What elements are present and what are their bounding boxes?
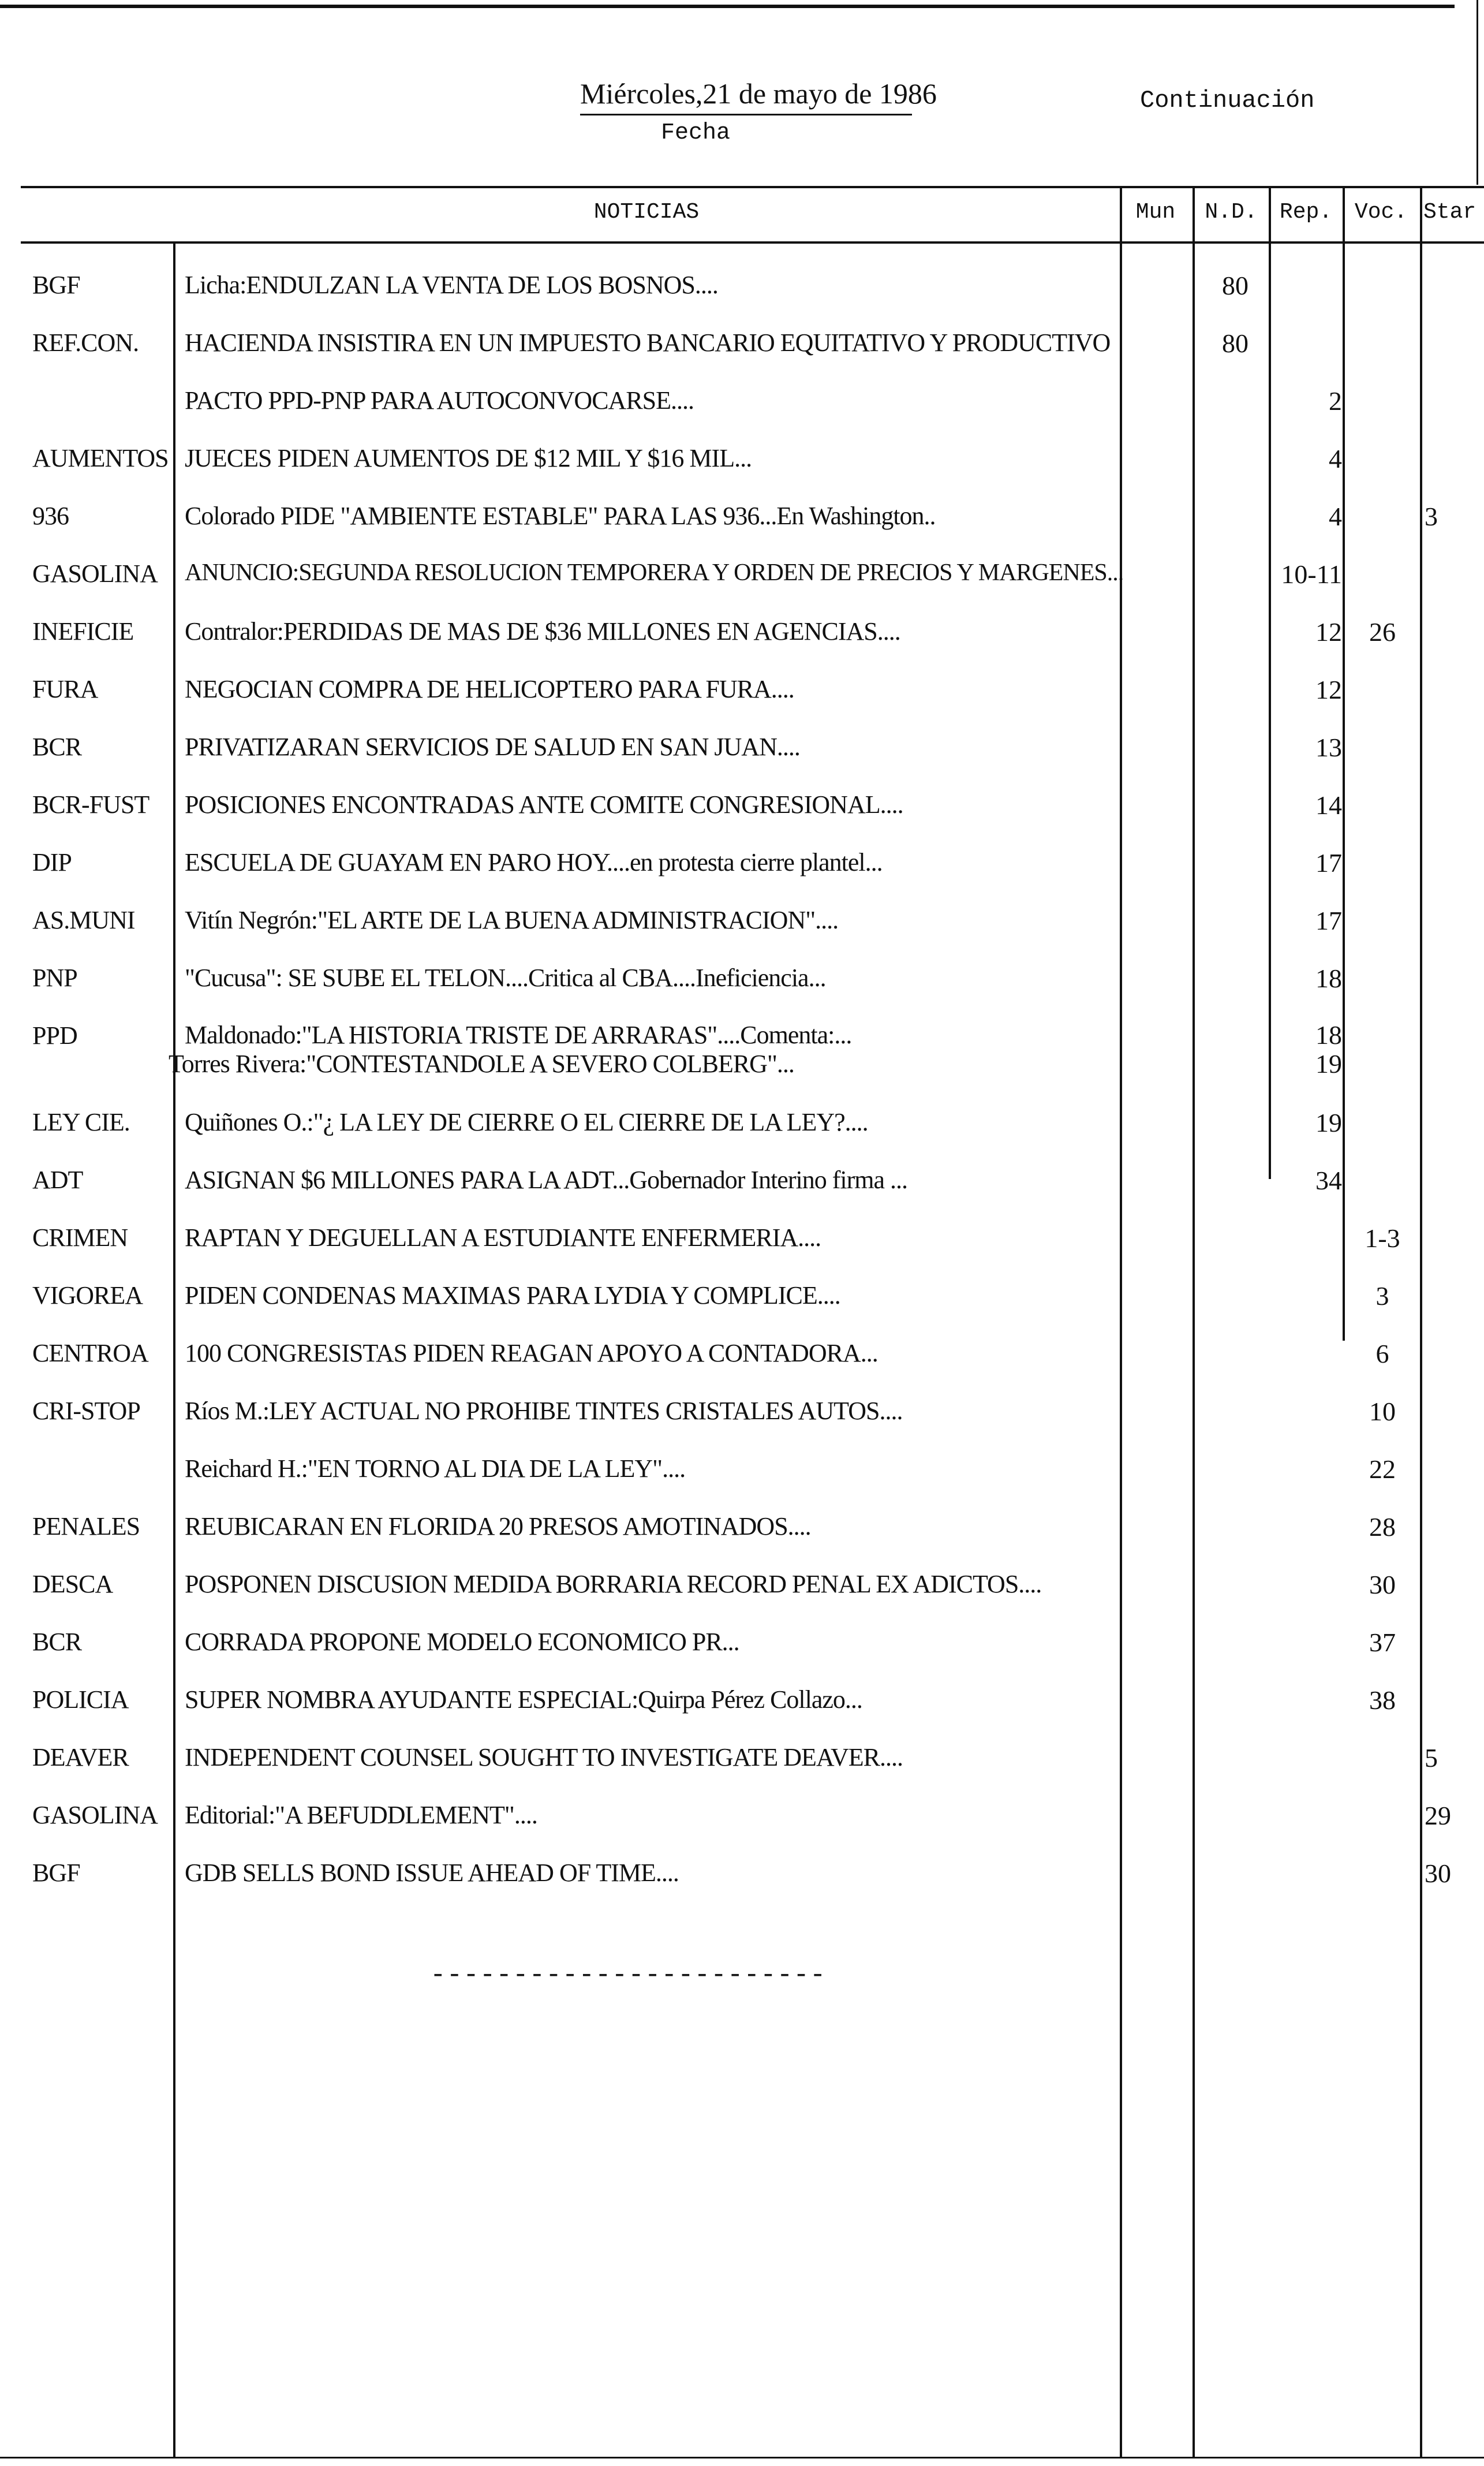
- row-headline: JUECES PIDEN AUMENTOS DE $12 MIL Y $16 MIL...: [185, 444, 752, 472]
- row-headline: NEGOCIAN COMPRA DE HELICOPTERO PARA FURA....: [185, 675, 794, 703]
- row-tag: PPD: [32, 1021, 77, 1050]
- table-row: [0, 270, 1484, 328]
- row-tag: CRI-STOP: [32, 1397, 140, 1425]
- table-row: [0, 559, 1484, 617]
- row-rep: 34: [1315, 1166, 1342, 1195]
- row-headline: REUBICARAN EN FLORIDA 20 PRESOS AMOTINADOS....: [185, 1512, 811, 1540]
- row-voc: 38: [1369, 1685, 1396, 1715]
- bottom-rule: [0, 2457, 1484, 2458]
- table-row: [0, 1743, 1484, 1800]
- row-rep: 17: [1315, 906, 1342, 935]
- column-header-nd: N.D.: [1205, 200, 1258, 225]
- row-headline: Ríos M.:LEY ACTUAL NO PROHIBE TINTES CRISTALES AUTOS....: [185, 1397, 903, 1425]
- row-headline: PRIVATIZARAN SERVICIOS DE SALUD EN SAN JUAN....: [185, 733, 800, 761]
- table-top-rule: [21, 186, 1484, 188]
- row-headline: Reichard H.:"EN TORNO AL DIA DE LA LEY"....: [185, 1454, 686, 1483]
- row-tag: INEFICIE: [32, 617, 134, 646]
- row-voc: 22: [1369, 1454, 1396, 1484]
- row-headline: Editorial:"A BEFUDDLEMENT"....: [185, 1801, 537, 1829]
- row-voc: 10: [1369, 1397, 1396, 1426]
- column-header-star: Star: [1423, 200, 1476, 225]
- column-header-rep: Rep.: [1279, 200, 1333, 225]
- row-tag: DEAVER: [32, 1743, 129, 1771]
- row-tag: AS.MUNI: [32, 906, 135, 934]
- row-headline: ESCUELA DE GUAYAM EN PARO HOY....en protesta cierre plantel...: [185, 848, 883, 876]
- row-rep: 13: [1315, 733, 1342, 762]
- row-headline: PIDEN CONDENAS MAXIMAS PARA LYDIA Y COMPLICE....: [185, 1281, 840, 1310]
- row-headline: CORRADA PROPONE MODELO ECONOMICO PR...: [185, 1628, 739, 1656]
- table-row: [0, 732, 1484, 790]
- row-voc: 26: [1369, 617, 1396, 647]
- row-tag: LEY CIE.: [32, 1108, 130, 1136]
- row-headline: Licha:ENDULZAN LA VENTA DE LOS BOSNOS....: [185, 271, 718, 299]
- row-tag: BCR: [32, 1628, 82, 1656]
- table-row: [0, 1512, 1484, 1569]
- row-tag: 936: [32, 502, 69, 530]
- row-voc: 37: [1369, 1628, 1396, 1657]
- row-tag: CRIMEN: [32, 1223, 128, 1252]
- table-row: [0, 1685, 1484, 1743]
- row-tag: AUMENTOS: [32, 444, 169, 472]
- table-row: [0, 1858, 1484, 1916]
- row-tag: ADT: [32, 1166, 83, 1194]
- row-rep: 4: [1329, 502, 1342, 531]
- table-row: [0, 848, 1484, 905]
- row-headline: ASIGNAN $6 MILLONES PARA LA ADT...Gobernador Interino firma ...: [185, 1166, 907, 1194]
- table-row: [0, 617, 1484, 674]
- row-headline: SUPER NOMBRA AYUDANTE ESPECIAL:Quirpa Pérez Collazo...: [185, 1685, 862, 1714]
- row-tag: BCR-FUST: [32, 790, 149, 819]
- row-headline: Quiñones O.:"¿ LA LEY DE CIERRE O EL CIERRE DE LA LEY?....: [185, 1108, 868, 1136]
- row-tag: POLICIA: [32, 1685, 129, 1714]
- row-star: 29: [1425, 1801, 1451, 1830]
- date-underline: [580, 114, 912, 115]
- row-headline: Maldonado:"LA HISTORIA TRISTE DE ARRARAS"....Comenta:...: [185, 1021, 852, 1049]
- row-rep: 19: [1315, 1108, 1342, 1137]
- row-voc: 3: [1375, 1281, 1389, 1311]
- row-rep-second: 19: [1315, 1049, 1342, 1079]
- row-rep: 2: [1329, 386, 1342, 416]
- table-row: [0, 501, 1484, 559]
- table-row: [0, 963, 1484, 1021]
- row-tag: VIGOREA: [32, 1281, 143, 1310]
- end-divider: ------------------------: [430, 1960, 827, 1990]
- table-row: [0, 1627, 1484, 1685]
- row-headline-second: Torres Rivera:"CONTESTANDOLE A SEVERO COLBERG"...: [169, 1050, 794, 1078]
- row-tag: BCR: [32, 733, 82, 761]
- row-rep: 10-11: [1281, 559, 1342, 589]
- table-row: [0, 1454, 1484, 1512]
- row-tag: REF.CON.: [32, 329, 139, 357]
- row-headline: POSPONEN DISCUSION MEDIDA BORRARIA RECORD PENAL EX ADICTOS....: [185, 1570, 1042, 1598]
- row-headline: RAPTAN Y DEGUELLAN A ESTUDIANTE ENFERMERIA....: [185, 1223, 821, 1252]
- table-row: [0, 674, 1484, 732]
- row-headline: HACIENDA INSISTIRA EN UN IMPUESTO BANCARIO EQUITATIVO Y PRODUCTIVO: [185, 329, 1111, 357]
- row-tag: DESCA: [32, 1570, 113, 1598]
- row-headline: "Cucusa": SE SUBE EL TELON....Critica al CBA....Ineficiencia...: [185, 964, 826, 992]
- row-headline: ANUNCIO:SEGUNDA RESOLUCION TEMPORERA Y ORDEN DE PRECIOS Y MARGENES...: [185, 559, 1124, 586]
- table-row: [0, 328, 1484, 386]
- table-row: [0, 1396, 1484, 1454]
- row-rep: 18: [1315, 964, 1342, 993]
- table-row: [0, 1165, 1484, 1223]
- row-headline: Contralor:PERDIDAS DE MAS DE $36 MILLONES EN AGENCIAS....: [185, 617, 900, 646]
- row-rep: 14: [1315, 790, 1342, 820]
- row-headline: PACTO PPD-PNP PARA AUTOCONVOCARSE....: [185, 386, 694, 415]
- row-headline: Vitín Negrón:"EL ARTE DE LA BUENA ADMINISTRACION"....: [185, 906, 839, 934]
- row-star: 5: [1425, 1743, 1438, 1773]
- row-headline: 100 CONGRESISTAS PIDEN REAGAN APOYO A CONTADORA...: [185, 1339, 878, 1367]
- table-row: [0, 1021, 1484, 1084]
- row-star: 3: [1425, 502, 1438, 531]
- table-row: [0, 1569, 1484, 1627]
- row-rep: 18: [1315, 1020, 1342, 1050]
- table-row: [0, 443, 1484, 501]
- row-rep: 12: [1315, 675, 1342, 704]
- row-rep: 12: [1315, 617, 1342, 647]
- row-nd: 80: [1222, 329, 1248, 358]
- row-headline: INDEPENDENT COUNSEL SOUGHT TO INVESTIGATE DEAVER....: [185, 1743, 903, 1771]
- table-row: [0, 1281, 1484, 1338]
- table-header-rule: [21, 241, 1484, 244]
- row-rep: 4: [1329, 444, 1342, 473]
- row-tag: DIP: [32, 848, 72, 876]
- date-label: Fecha: [661, 120, 731, 146]
- top-border: [0, 5, 1455, 8]
- row-tag: PENALES: [32, 1512, 140, 1540]
- row-tag: GASOLINA: [32, 559, 158, 588]
- row-tag: BGF: [32, 1859, 80, 1887]
- row-headline: POSICIONES ENCONTRADAS ANTE COMITE CONGRESIONAL....: [185, 790, 903, 819]
- row-tag: PNP: [32, 964, 77, 992]
- table-row: [0, 790, 1484, 848]
- row-tag: BGF: [32, 271, 80, 299]
- column-header-voc: Voc.: [1354, 200, 1408, 225]
- table-row: [0, 1107, 1484, 1165]
- row-voc: 28: [1369, 1512, 1396, 1542]
- row-tag: FURA: [32, 675, 98, 703]
- table-row: [0, 1223, 1484, 1281]
- table-row: [0, 1800, 1484, 1858]
- continuation-label: Continuación: [1140, 87, 1315, 114]
- table-row: [0, 1338, 1484, 1396]
- table-row: [0, 386, 1484, 443]
- table-row: [0, 905, 1484, 963]
- column-header-mun: Mun: [1135, 200, 1176, 225]
- row-tag: CENTROA: [32, 1339, 148, 1367]
- header-right-edge: [1476, 0, 1478, 185]
- row-nd: 80: [1222, 271, 1248, 300]
- row-voc: 6: [1375, 1339, 1389, 1368]
- date-text: Miércoles,21 de mayo de 1986: [580, 77, 937, 110]
- row-voc: 30: [1369, 1570, 1396, 1599]
- row-tag: GASOLINA: [32, 1801, 158, 1829]
- row-headline: GDB SELLS BOND ISSUE AHEAD OF TIME....: [185, 1859, 679, 1887]
- row-star: 30: [1425, 1859, 1451, 1888]
- column-header-noticias: NOTICIAS: [593, 200, 700, 225]
- row-headline: Colorado PIDE "AMBIENTE ESTABLE" PARA LAS 936...En Washington..: [185, 502, 936, 530]
- row-voc: 1-3: [1365, 1223, 1400, 1253]
- row-rep: 17: [1315, 848, 1342, 878]
